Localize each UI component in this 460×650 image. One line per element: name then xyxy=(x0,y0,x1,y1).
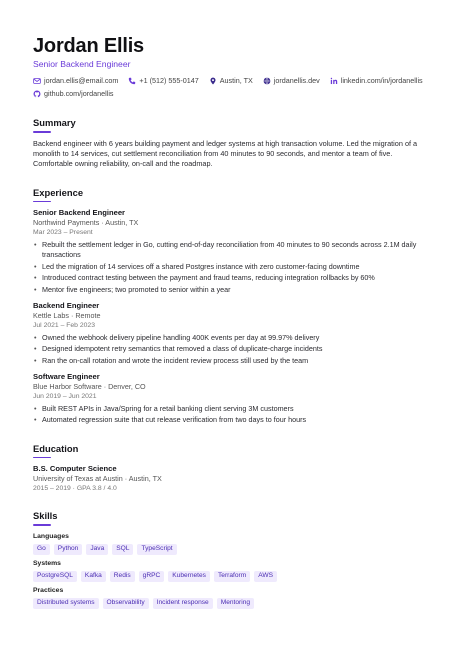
skill-chip: SQL xyxy=(112,544,133,555)
skill-chip: Mentoring xyxy=(217,598,254,609)
skill-group-languages xyxy=(33,532,429,555)
skill-chip: AWS xyxy=(254,571,277,582)
bullet-item: • Ran the on-call rotation and wrote the incident review process still used by the team xyxy=(33,356,429,366)
skill-group-label: Practices xyxy=(33,586,64,594)
section-heading-skills: Skills xyxy=(33,510,58,522)
skill-chip: Distributed systems xyxy=(33,598,99,609)
job-role: Software Engineer xyxy=(33,372,100,382)
phone-icon xyxy=(128,77,136,85)
skill-chip: Redis xyxy=(110,571,135,582)
job-title: Senior Backend Engineer xyxy=(33,59,131,69)
job-dates: Jun 2019 – Jun 2021 xyxy=(33,392,97,400)
job-role: Senior Backend Engineer xyxy=(33,208,125,218)
experience-section xyxy=(33,187,429,426)
job-dates: Jul 2021 – Feb 2023 xyxy=(33,321,95,329)
section-heading-experience: Experience xyxy=(33,186,84,198)
skill-chip: TypeScript xyxy=(137,544,176,555)
contact-phone[interactable] xyxy=(128,75,198,86)
bullet-item: • Introduced contract testing between the payment and fraud teams, reducing integration rollbacks by 60% xyxy=(33,273,429,283)
candidate-name: Jordan Ellis xyxy=(33,35,144,57)
contact-email[interactable] xyxy=(33,75,118,86)
summary-text: Backend engineer with 6 years building payment and ledger systems at high transaction volume. Led the migration of a monolith to 14 services, cut settlement reconciliation from 40 minutes to 90 seconds, and mentor a team of five. Comfortable owning reliability, on-call and the roadmap. xyxy=(33,138,418,169)
education-section xyxy=(33,443,429,494)
skill-chip: Observability xyxy=(103,598,149,609)
section-heading-summary: Summary xyxy=(33,117,76,128)
job-bullets xyxy=(33,333,429,367)
bullet-item: • Led the migration of 14 services off a shared Postgres instance with zero customer-facing downtime xyxy=(33,262,429,272)
contact-list xyxy=(33,75,429,99)
skill-chip: Incident response xyxy=(153,598,213,609)
education-degree: B.S. Computer Science xyxy=(33,464,117,474)
job-company: Kettle Labs · Remote xyxy=(33,311,101,321)
job-dates: Mar 2023 – Present xyxy=(33,229,93,236)
job-role: Backend Engineer xyxy=(33,301,100,311)
location-pin-icon xyxy=(209,77,217,85)
job-entry xyxy=(33,372,429,425)
skill-chip: Terraform xyxy=(214,571,250,582)
section-heading-education: Education xyxy=(33,442,79,454)
skill-chip: Java xyxy=(86,544,108,555)
skill-chip: Python xyxy=(54,544,83,555)
globe-icon xyxy=(263,77,271,85)
contact-website-text: jordanellis.dev xyxy=(273,76,320,85)
section-rule xyxy=(33,131,51,133)
skills-section xyxy=(33,510,429,609)
job-bullets xyxy=(33,240,429,296)
skill-chips xyxy=(33,544,429,555)
skill-chip: Kafka xyxy=(81,571,106,582)
skill-chips xyxy=(33,598,429,609)
summary-section xyxy=(33,117,429,170)
skill-chip: Kubernetes xyxy=(168,571,210,582)
skill-chip: Go xyxy=(33,544,50,555)
contact-github-text: github.com/jordanellis xyxy=(44,89,114,98)
mail-icon xyxy=(33,77,41,85)
education-school: University of Texas at Austin · Austin, TX xyxy=(33,474,162,484)
education-dates-gpa: 2015 – 2019 · GPA 3.8 / 4.0 xyxy=(33,484,117,492)
contact-location xyxy=(209,75,253,86)
github-icon xyxy=(33,90,41,98)
contact-website[interactable] xyxy=(263,75,320,86)
section-rule xyxy=(33,201,51,203)
bullet-item: • Owned the webhook delivery pipeline handling 400K events per day at 99.97% delivery xyxy=(33,333,429,343)
bullet-item: • Automated regression suite that cut release verification from two days to four hours xyxy=(33,415,429,425)
contact-linkedin-text: linkedin.com/in/jordanellis xyxy=(340,76,423,85)
bullet-item: • Built REST APIs in Java/Spring for a retail banking client serving 3M customers xyxy=(33,404,429,414)
skill-chip: PostgreSQL xyxy=(33,571,77,582)
bullet-item: • Rebuilt the settlement ledger in Go, cutting end-of-day reconciliation from 40 minutes to 90 seconds across 2.1M daily transactions xyxy=(33,240,429,260)
contact-github[interactable] xyxy=(33,88,114,99)
job-company: Blue Harbor Software · Denver, CO xyxy=(33,382,146,392)
contact-location-text: Austin, TX xyxy=(219,76,253,85)
job-bullets xyxy=(33,404,429,426)
skill-group-systems xyxy=(33,559,429,582)
bullet-item: • Mentor five engineers; two promoted to senior within a year xyxy=(33,285,429,295)
contact-phone-text: +1 (512) 555-0147 xyxy=(139,76,199,85)
section-rule xyxy=(33,457,51,459)
section-rule xyxy=(33,524,51,526)
skill-group-practices xyxy=(33,586,429,609)
job-entry xyxy=(33,208,429,295)
contact-email-text: jordan.ellis@email.com xyxy=(44,76,119,85)
skill-chips xyxy=(33,571,429,582)
skill-group-label: Systems xyxy=(33,559,61,567)
linkedin-icon xyxy=(330,77,338,85)
contact-linkedin[interactable] xyxy=(330,75,423,86)
bullet-item: • Designed idempotent retry semantics that removed a class of duplicate-charge incidents xyxy=(33,344,429,354)
skill-chip: gRPC xyxy=(139,571,165,582)
job-company: Northwind Payments · Austin, TX xyxy=(33,218,139,228)
job-entry xyxy=(33,301,429,366)
skill-group-label: Languages xyxy=(33,532,69,540)
